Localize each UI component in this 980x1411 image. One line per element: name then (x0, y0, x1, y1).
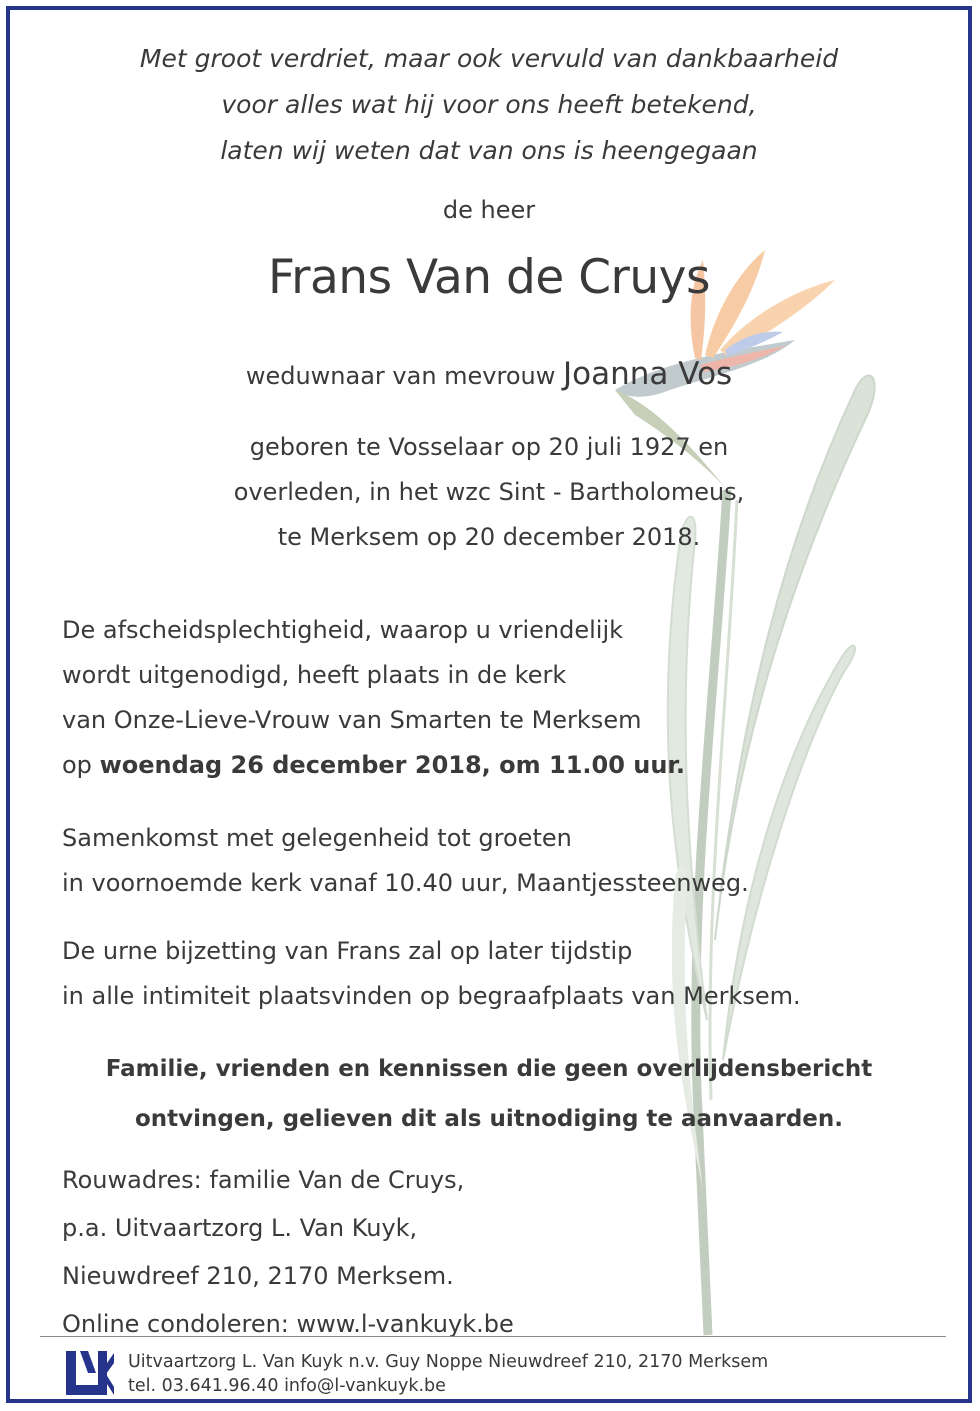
condolence-link[interactable]: Online condoleren: www.l-vankuyk.be (62, 1310, 514, 1338)
urn-line: De urne bijzetting van Frans zal op later tijdstip (62, 937, 633, 965)
notice-line: Familie, vrienden en kennissen die geen overlijdensbericht (105, 1056, 873, 1082)
deceased-name: Frans Van de Cruys (268, 250, 710, 305)
notice-content (10, 10, 968, 1399)
notice-line: ontvingen, gelieven dit als uitnodiging te aanvaarden. (135, 1106, 843, 1132)
birth-line: overleden, in het wzc Sint - Bartholomeus, (233, 478, 745, 506)
ceremony-paragraph (62, 608, 685, 788)
birth-death-info (10, 425, 968, 560)
ceremony-date-line (62, 743, 685, 788)
intro-line: Met groot verdriet, maar ook vervuld van dankbaarheid (139, 44, 839, 73)
footer-line: Uitvaartzorg L. Van Kuyk n.v. Guy Noppe Nieuwdreef 210, 2170 Merksem (128, 1352, 769, 1372)
meeting-line: in voornoemde kerk vanaf 10.40 uur, Maantjessteenweg. (62, 869, 749, 897)
ceremony-date-prefix: op (62, 751, 92, 779)
lvk-monogram-icon (60, 1347, 118, 1397)
intro-line: voor alles wat hij voor ons heeft betekend, (221, 90, 757, 119)
funeral-home-footer (128, 1350, 768, 1398)
meeting-line: Samenkomst met gelegenheid tot groeten (62, 824, 572, 852)
address-line: Rouwadres: familie Van de Cruys, (62, 1166, 465, 1194)
invitation-notice (10, 1044, 968, 1144)
ceremony-line: van Onze-Lieve-Vrouw van Smarten te Merksem (62, 706, 642, 734)
meeting-paragraph (62, 816, 749, 906)
address-line: Nieuwdreef 210, 2170 Merksem. (62, 1262, 454, 1290)
widower-line (10, 356, 968, 392)
footer-divider (40, 1336, 946, 1337)
intro-line: laten wij weten dat van ons is heengegaan (220, 136, 758, 165)
spouse-name: Joanna Vos (563, 356, 733, 392)
urn-paragraph (62, 929, 801, 1019)
urn-line: in alle intimiteit plaatsvinden op begraafplaats van Merksem. (62, 982, 801, 1010)
ceremony-line: wordt uitgenodigd, heeft plaats in de kerk (62, 661, 567, 689)
ceremony-date: woendag 26 december 2018, om 11.00 uur. (99, 751, 685, 779)
widower-prefix: weduwnaar van mevrouw (245, 362, 556, 390)
footer-contact: tel. 03.641.96.40 info@l-vankuyk.be (128, 1376, 446, 1396)
ceremony-line: De afscheidsplechtigheid, waarop u vriendelijk (62, 616, 624, 644)
mourning-address (62, 1156, 514, 1348)
address-line: p.a. Uitvaartzorg L. Van Kuyk, (62, 1214, 418, 1242)
intro-text (10, 36, 968, 174)
honorific: de heer (442, 196, 536, 224)
death-notice-card (6, 6, 972, 1403)
birth-line: te Merksem op 20 december 2018. (277, 523, 701, 551)
birth-line: geboren te Vosselaar op 20 juli 1927 en (249, 433, 729, 461)
